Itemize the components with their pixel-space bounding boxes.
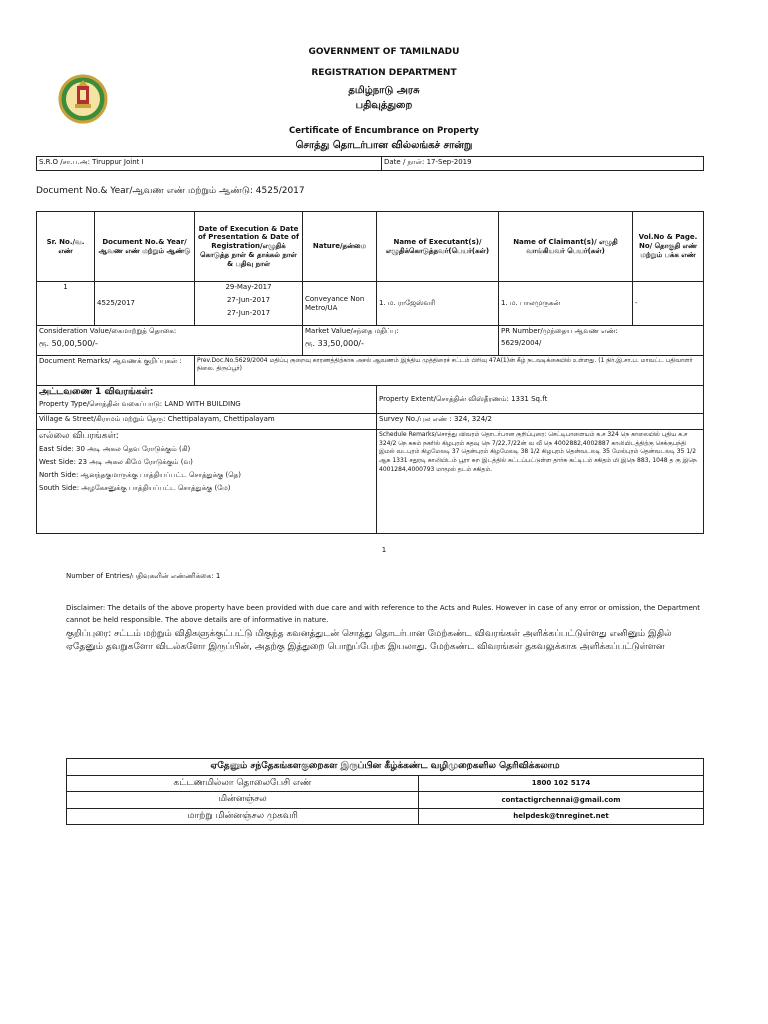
col-header-volume: Vol.No & Page. No/ தொகுதி எண் மற்றும் பக்க எண் — [633, 212, 704, 282]
sro-date-bar — [36, 156, 704, 171]
village-street: Village & Street/கிராமம் மற்றும் தெரு: Chettipalayam, Chettipalayam — [37, 414, 377, 430]
registration-date: 27-Jun-2017 — [226, 308, 271, 317]
market-value-cell — [303, 326, 499, 356]
govt-title-tamil: தமிழ்நாடு அரசு — [348, 85, 420, 96]
schedule-heading: அட்டவணை 1 விவரங்கள்: — [39, 387, 154, 397]
contact-table — [66, 758, 704, 825]
row-volume: - — [633, 282, 704, 326]
toll-free-number: 1800 102 5174 — [419, 776, 704, 792]
schedule-remarks: Schedule Remarks/சொத்து விவரம் தொடர்பான குறிப்புரை: செட்டிபாளையம் க.ச 324 நெ காலையில் புதிய க.ச 324/2 நெ சுகம் நகரில் கிழபுரம் கதவு நெ 7/22,7/22ன் வ வீ நெ 4002882,4002887 காலியிடத்திற்கு செக்குபந்தி இமல் வடபுரம் கிழமேலடி 37 தென்புரம் கிழமேலடி 38 1/2 கிழபுரம் தென்வடலடி 35 மேல்புரம் தென்வடலடி 35 1/2 ஆக 1331 சதுரடி காலியிடம் பூரா சுற இடத்தில் கட்டப்பட்டுள்ள தார்சு கட்டிடம் சகிதம் மி இநெ 883, 1048 த கு இநெ 4001284,4000793 மாமூல் தடம் சகிதம். — [377, 430, 704, 534]
contact-row-alt-email — [67, 808, 704, 824]
phone-label: கட்டணமில்லா தொலைபேசி எண் — [67, 776, 419, 792]
encumbrance-table — [36, 211, 704, 534]
alt-email-link[interactable]: helpdesk@tnreginet.net — [419, 808, 704, 824]
col-header-sno: Sr. No./வ. எண் — [37, 212, 95, 282]
dept-title-tamil: பதிவுத்துறை — [355, 100, 413, 111]
consideration-value: ரூ. 50,00,500/- — [39, 338, 98, 348]
boundaries-cell — [37, 430, 377, 534]
market-value: ரூ. 33,50,000/- — [305, 338, 364, 348]
survey-number: Survey No./புல எண் : 324, 324/2 — [377, 414, 704, 430]
row-executant: 1. ம. ராஜேஸ்வரி — [377, 282, 499, 326]
execution-date: 29-May-2017 — [225, 283, 272, 291]
dept-title: REGISTRATION DEPARTMENT — [311, 68, 457, 78]
property-type: Property Type/சொத்தின் வகைப்பாடு: LAND WITH BUILDING — [39, 400, 241, 409]
govt-title: GOVERNMENT OF TAMILNADU — [308, 47, 460, 57]
col-header-docno: Document No.& Year/ ஆவண எண் மற்றும் ஆண்டு — [95, 212, 195, 282]
north-boundary: North Side: ஆனந்தகுமாருக்கு பாத்தியப்பட்ட சொத்துக்கு (தெ) — [39, 470, 241, 479]
schedule-cell — [37, 386, 377, 414]
page-number: 1 — [381, 546, 387, 554]
col-header-executant: Name of Executant(s)/ எழுதிக்கொடுத்தவர்(பெயர்(கள்) — [377, 212, 499, 282]
pr-number-cell — [499, 326, 704, 356]
contact-row-email — [67, 792, 704, 808]
property-extent: Property Extent/சொத்தின் விஸ்தீரணம்: 1331 Sq.ft — [377, 386, 704, 414]
west-boundary: West Side: 23 அடி அகல கிமே ரோடுக்கும் (வ) — [39, 458, 193, 466]
table-row — [37, 282, 704, 326]
col-header-dates: Date of Execution & Date of Presentation & Date of Registration/எழுதிக் கொடுத்த நாள் & தாக்கல் நாள் & பதிவு நாள் — [195, 212, 303, 282]
row-claimant: 1. ம. பாலமுருகன் — [499, 282, 633, 326]
row-nature: Conveyance Non Metro/UA — [303, 282, 377, 326]
pr-number: 5629/2004/ — [501, 338, 542, 347]
consideration-cell — [37, 326, 303, 356]
document-remarks-text: Prev.Doc.No.5629/2004 மதிப்பு குறைவு காரணத்திற்காக அசல் ஆவணம் இந்திய முத்திரைச் சட்டம் பிரிவு 47A(1)ன் கீழ் நடவடிக்கையில் உள்ளது. (1 நிர்.இ.சா.ப. மாவட்ட பதிவாளர் நிலை. திருப்பூர்) — [195, 356, 704, 386]
disclaimer-english: Disclaimer: The details of the above property have been provided with due care and with reference to the Acts and Rules. However in case of any error or omission, the Department cannot be held responsible. The above details are of informative in nature. — [66, 604, 700, 625]
certificate-title: Certificate of Encumbrance on Property — [289, 126, 479, 136]
disclaimer-tamil: குறிப்புரை: சட்டம் மற்றும் விதிகளுக்குட்பட்டு மிகுந்த கவனத்துடன் சொத்து தொடர்பான மேற்கண்ட விவரங்கள் அளிக்கப்பட்டுள்ளது எனினும் இதில் ஏதேனும் தவறுகளோ விடல்களோ இருப்பின், அதற்கு இத்துறை பொறுப்பேற்க இயலாது. மேற்கண்ட விவரங்கள் தகவலுக்காக அளிக்கப்பட்டுள்ளன — [66, 629, 672, 653]
tamilnadu-emblem-logo — [58, 74, 108, 124]
certificate-date: Date / நாள்: 17-Sep-2019 — [382, 157, 704, 171]
boundaries-heading: எல்லை விபரங்கள்: — [39, 431, 119, 441]
col-header-nature: Nature/தன்மை — [303, 212, 377, 282]
sro-office: S.R.O /சா.ப.அ: Tiruppur Joint I — [37, 157, 382, 171]
alt-email-label: மாற்று மின்னஞ்சல முகவரி — [67, 808, 419, 824]
entry-count: Number of Entries/பதிவுகளின் எண்ணிக்கை: 1 — [66, 572, 221, 580]
row-sno: 1 — [37, 282, 95, 326]
consideration-label: Consideration Value/கைமாற்றுத் தொகை: — [39, 327, 177, 335]
row-dates — [195, 282, 303, 326]
col-header-claimant: Name of Claimant(s)/ எழுதி வாங்கியவர் பெயர்(கள்) — [499, 212, 633, 282]
east-boundary: East Side: 30 அடி அகல தெவ ரோடுக்கும் (கி) — [39, 445, 191, 454]
document-remarks-label: Document Remarks/ ஆவணக் குறிப்புகள் : — [37, 356, 195, 386]
email-link[interactable]: contactigrchennai@gmail.com — [419, 792, 704, 808]
contact-heading: ஏதேனும் சந்தேகங்களகுறைகள இருப்பின கீழ்க்கண்ட வழிமுறைகளில தெரிவிக்கலாம — [67, 759, 704, 776]
pr-number-label: PR Number/முந்தைய ஆவண எண்: — [501, 327, 618, 335]
certificate-title-tamil: சொத்து தொடர்பான வில்லங்கச் சான்று — [295, 140, 473, 151]
presentation-date: 27-Jun-2017 — [226, 295, 271, 304]
contact-row-phone — [67, 776, 704, 792]
south-boundary: South Side: அழகேசனுக்கு பாத்தியப்பட்ட சொத்துக்கு (மே) — [39, 483, 231, 492]
email-label: மின்னஞ்சல — [67, 792, 419, 808]
market-value-label: Market Value/சந்தை மதிப்பு: — [305, 327, 399, 335]
row-docno: 4525/2017 — [95, 282, 195, 326]
document-heading: Document No.& Year/ஆவண எண் மற்றும் ஆண்டு: 4525/2017 — [36, 186, 305, 196]
